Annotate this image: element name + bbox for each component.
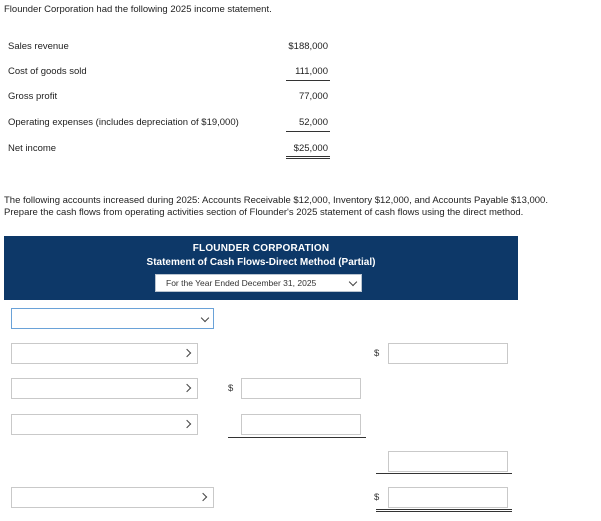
final-double-underline-top [376, 509, 512, 510]
line-item-dropdown-3[interactable] [11, 378, 198, 399]
statement-title: Statement of Cash Flows-Direct Method (Partial) [146, 257, 376, 268]
underline-opex [286, 131, 330, 132]
dollar-sign: $ [374, 492, 380, 503]
double-underline-top [286, 156, 330, 157]
amount-input-5[interactable] [388, 487, 508, 508]
dollar-sign: $ [228, 383, 234, 394]
intro-text: Flounder Corporation had the following 2025 income statement. [4, 4, 272, 15]
amount-input-2[interactable] [241, 378, 361, 399]
line-item-dropdown-4[interactable] [11, 414, 198, 435]
dollar-sign: $ [374, 348, 380, 359]
chevron-down-icon [201, 314, 209, 322]
chevron-right-icon [183, 349, 191, 357]
row-label-operating-expenses: Operating expenses (includes depreciation of $19,000) [8, 117, 239, 128]
chevron-right-icon [183, 420, 191, 428]
row-label-cogs: Cost of goods sold [8, 66, 87, 77]
instructions-line-1: The following accounts increased during 2025: Accounts Receivable $12,000, Inventory $12,000, and Accounts Payable $13,000. [4, 195, 548, 206]
amount-input-4[interactable] [388, 451, 508, 472]
total-underline [376, 473, 512, 474]
amount-input-1[interactable] [388, 343, 508, 364]
underline-cogs [286, 80, 330, 81]
period-dropdown-value: For the Year Ended December 31, 2025 [166, 278, 317, 288]
row-label-gross-profit: Gross profit [8, 91, 58, 102]
line-item-dropdown-2[interactable] [11, 343, 198, 364]
line-item-dropdown-1[interactable] [11, 308, 214, 329]
chevron-right-icon [199, 493, 207, 501]
double-underline-bottom [286, 158, 330, 159]
row-amount-operating-expenses: 52,000 [298, 117, 328, 128]
line-item-dropdown-5[interactable] [11, 487, 214, 508]
subtotal-underline [228, 437, 366, 438]
company-name: FLOUNDER CORPORATION [192, 243, 330, 254]
chevron-right-icon [183, 384, 191, 392]
row-amount-cogs: 111,000 [295, 66, 328, 77]
row-label-net-income: Net income [8, 143, 57, 154]
row-label-sales: Sales revenue [8, 41, 69, 52]
instructions-line-2: Prepare the cash flows from operating activities section of Flounder's 2025 statement of cash flows using the direct method. [4, 207, 524, 218]
row-amount-net-income: $25,000 [293, 143, 328, 154]
amount-input-3[interactable] [241, 414, 361, 435]
period-dropdown[interactable] [155, 274, 362, 292]
chevron-down-icon [349, 278, 357, 286]
row-amount-sales: $188,000 [288, 41, 328, 52]
row-amount-gross-profit: 77,000 [298, 91, 328, 102]
final-double-underline-bottom [376, 511, 512, 512]
